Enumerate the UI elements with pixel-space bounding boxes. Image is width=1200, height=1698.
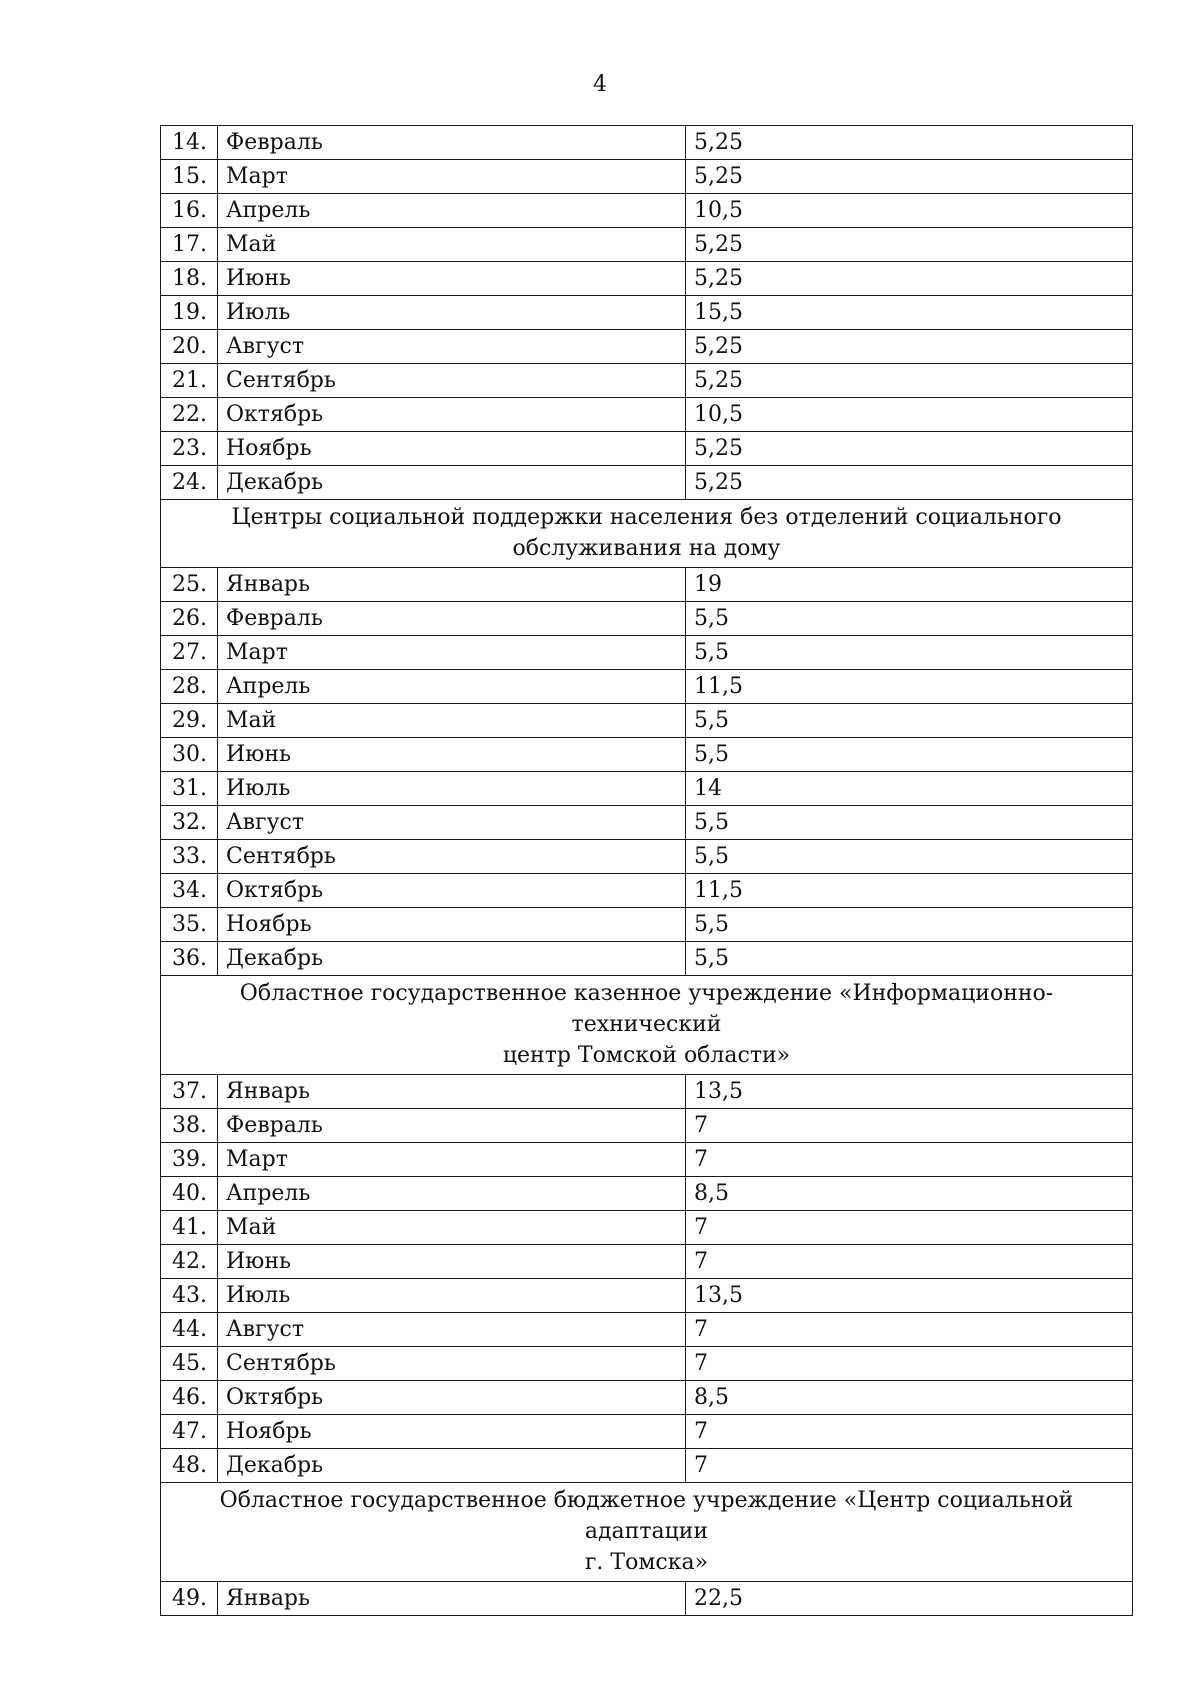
value-cell: 5,25 (686, 262, 1133, 296)
month-cell: Март (218, 636, 686, 670)
section-heading-line: обслуживания на дому (512, 536, 781, 561)
month-cell: Сентябрь (218, 840, 686, 874)
row-number: 16. (161, 194, 218, 228)
value-cell: 11,5 (686, 874, 1133, 908)
table-row (161, 398, 1133, 432)
row-number: 25. (161, 568, 218, 602)
value-cell: 7 (686, 1313, 1133, 1347)
table-row (161, 194, 1133, 228)
table-row (161, 228, 1133, 262)
month-cell: Январь (218, 1075, 686, 1109)
row-number: 21. (161, 364, 218, 398)
value-cell: 5,25 (686, 126, 1133, 160)
table-row (161, 1313, 1133, 1347)
table-row (161, 432, 1133, 466)
row-number: 40. (161, 1177, 218, 1211)
value-cell: 7 (686, 1347, 1133, 1381)
month-cell: Февраль (218, 126, 686, 160)
value-cell: 5,5 (686, 738, 1133, 772)
value-cell: 11,5 (686, 670, 1133, 704)
table-row (161, 126, 1133, 160)
table-row (161, 942, 1133, 976)
month-cell: Август (218, 806, 686, 840)
row-number: 14. (161, 126, 218, 160)
month-cell: Июль (218, 1279, 686, 1313)
month-cell: Декабрь (218, 466, 686, 500)
value-cell: 5,5 (686, 942, 1133, 976)
value-cell: 5,25 (686, 432, 1133, 466)
row-number: 33. (161, 840, 218, 874)
section-heading-line: центр Томской области» (502, 1043, 791, 1068)
section-heading (161, 500, 1133, 568)
table-row (161, 1415, 1133, 1449)
table-row (161, 466, 1133, 500)
table-row (161, 1449, 1133, 1483)
table-row (161, 704, 1133, 738)
month-cell: Июнь (218, 738, 686, 772)
row-number: 15. (161, 160, 218, 194)
value-cell: 14 (686, 772, 1133, 806)
row-number: 39. (161, 1143, 218, 1177)
month-cell: Октябрь (218, 398, 686, 432)
row-number: 38. (161, 1109, 218, 1143)
value-cell: 5,5 (686, 806, 1133, 840)
row-number: 28. (161, 670, 218, 704)
value-cell: 7 (686, 1143, 1133, 1177)
table-row (161, 1347, 1133, 1381)
section-heading-row (161, 976, 1133, 1075)
table-body (161, 126, 1133, 1616)
row-number: 48. (161, 1449, 218, 1483)
value-cell: 5,5 (686, 704, 1133, 738)
month-cell: Август (218, 330, 686, 364)
table-row (161, 330, 1133, 364)
month-cell: Март (218, 1143, 686, 1177)
value-cell: 5,25 (686, 330, 1133, 364)
value-cell: 5,25 (686, 228, 1133, 262)
month-cell: Август (218, 1313, 686, 1347)
row-number: 29. (161, 704, 218, 738)
row-number: 17. (161, 228, 218, 262)
section-heading-row (161, 1483, 1133, 1582)
row-number: 44. (161, 1313, 218, 1347)
value-cell: 15,5 (686, 296, 1133, 330)
value-cell: 5,5 (686, 840, 1133, 874)
table-row (161, 636, 1133, 670)
row-number: 20. (161, 330, 218, 364)
value-cell: 8,5 (686, 1381, 1133, 1415)
value-cell: 22,5 (686, 1582, 1133, 1616)
table-row (161, 1109, 1133, 1143)
row-number: 34. (161, 874, 218, 908)
table-row (161, 840, 1133, 874)
row-number: 37. (161, 1075, 218, 1109)
row-number: 31. (161, 772, 218, 806)
section-heading-line: г. Томска» (584, 1550, 709, 1575)
row-number: 49. (161, 1582, 218, 1616)
month-cell: Июль (218, 772, 686, 806)
month-cell: Сентябрь (218, 364, 686, 398)
row-number: 32. (161, 806, 218, 840)
month-cell: Ноябрь (218, 908, 686, 942)
value-cell: 13,5 (686, 1279, 1133, 1313)
row-number: 18. (161, 262, 218, 296)
month-cell: Май (218, 704, 686, 738)
value-cell: 7 (686, 1211, 1133, 1245)
table-row (161, 908, 1133, 942)
row-number: 26. (161, 602, 218, 636)
page-number: 4 (593, 72, 607, 97)
value-cell: 8,5 (686, 1177, 1133, 1211)
value-cell: 7 (686, 1245, 1133, 1279)
data-table (160, 125, 1133, 1616)
month-cell: Май (218, 1211, 686, 1245)
month-cell: Февраль (218, 1109, 686, 1143)
month-cell: Июнь (218, 1245, 686, 1279)
value-cell: 7 (686, 1449, 1133, 1483)
table-row (161, 364, 1133, 398)
value-cell: 5,25 (686, 364, 1133, 398)
month-cell: Январь (218, 1582, 686, 1616)
value-cell: 5,5 (686, 908, 1133, 942)
month-cell: Апрель (218, 194, 686, 228)
row-number: 41. (161, 1211, 218, 1245)
value-cell: 10,5 (686, 398, 1133, 432)
row-number: 24. (161, 466, 218, 500)
value-cell: 5,5 (686, 636, 1133, 670)
row-number: 19. (161, 296, 218, 330)
section-heading-line: Центры социальной поддержки населения без отделений социального (231, 505, 1062, 530)
month-cell: Декабрь (218, 1449, 686, 1483)
value-cell: 5,25 (686, 160, 1133, 194)
row-number: 23. (161, 432, 218, 466)
row-number: 35. (161, 908, 218, 942)
section-heading (161, 976, 1133, 1075)
month-cell: Июль (218, 296, 686, 330)
value-cell: 7 (686, 1109, 1133, 1143)
row-number: 43. (161, 1279, 218, 1313)
table-row (161, 670, 1133, 704)
month-cell: Апрель (218, 670, 686, 704)
value-cell: 5,5 (686, 602, 1133, 636)
table-row (161, 1177, 1133, 1211)
month-cell: Июнь (218, 262, 686, 296)
row-number: 47. (161, 1415, 218, 1449)
value-cell: 5,25 (686, 466, 1133, 500)
row-number: 30. (161, 738, 218, 772)
row-number: 27. (161, 636, 218, 670)
table-row (161, 1279, 1133, 1313)
section-heading-line: Областное государственное казенное учреждение «Информационно-технический (239, 981, 1054, 1037)
table-row (161, 874, 1133, 908)
table-row (161, 160, 1133, 194)
month-cell: Октябрь (218, 874, 686, 908)
month-cell: Декабрь (218, 942, 686, 976)
row-number: 36. (161, 942, 218, 976)
row-number: 42. (161, 1245, 218, 1279)
section-heading (161, 1483, 1133, 1582)
table-row (161, 1143, 1133, 1177)
table-row (161, 738, 1133, 772)
table-row (161, 1075, 1133, 1109)
month-cell: Октябрь (218, 1381, 686, 1415)
month-cell: Апрель (218, 1177, 686, 1211)
table-row (161, 1582, 1133, 1616)
table-row (161, 1211, 1133, 1245)
month-cell: Ноябрь (218, 1415, 686, 1449)
table-row (161, 1381, 1133, 1415)
month-cell: Май (218, 228, 686, 262)
section-heading-line: Областное государственное бюджетное учреждение «Центр социальной адаптации (219, 1488, 1074, 1544)
section-heading-row (161, 500, 1133, 568)
table-row (161, 772, 1133, 806)
month-cell: Сентябрь (218, 1347, 686, 1381)
value-cell: 7 (686, 1415, 1133, 1449)
value-cell: 19 (686, 568, 1133, 602)
table-row (161, 602, 1133, 636)
row-number: 46. (161, 1381, 218, 1415)
table-row (161, 806, 1133, 840)
month-cell: Март (218, 160, 686, 194)
table-row (161, 296, 1133, 330)
month-cell: Ноябрь (218, 432, 686, 466)
month-cell: Январь (218, 568, 686, 602)
value-cell: 10,5 (686, 194, 1133, 228)
value-cell: 13,5 (686, 1075, 1133, 1109)
row-number: 45. (161, 1347, 218, 1381)
row-number: 22. (161, 398, 218, 432)
table-row (161, 1245, 1133, 1279)
month-cell: Февраль (218, 602, 686, 636)
table-row (161, 262, 1133, 296)
table-row (161, 568, 1133, 602)
